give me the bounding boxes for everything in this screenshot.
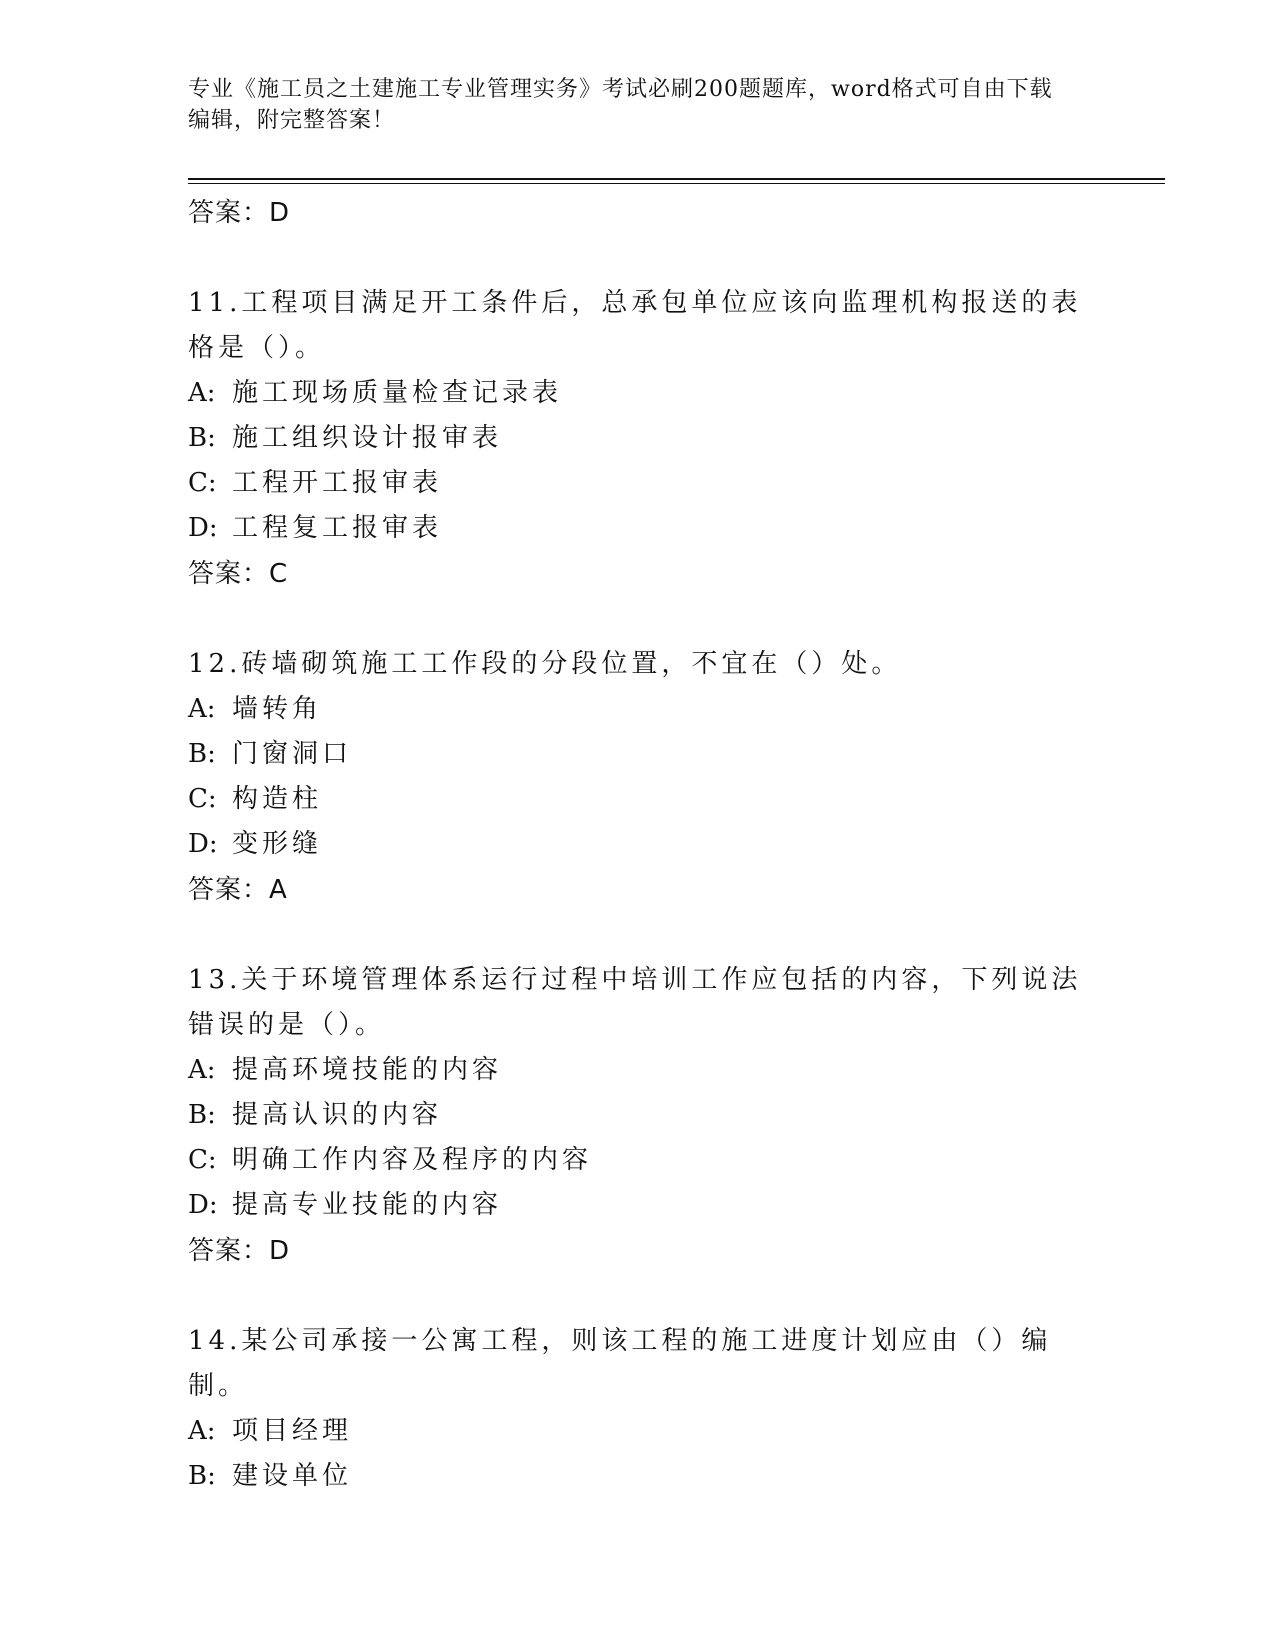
option-text: 工程复工报审表 [232, 513, 443, 543]
question-block [188, 642, 1088, 913]
document-body [188, 190, 1088, 1499]
question-body: 关于环境管理体系运行过程中培训工作应包括的内容，下列说法错误的是（）。 [188, 965, 1082, 1040]
option-key: B: [188, 1461, 216, 1491]
option-text: 项目经理 [232, 1416, 353, 1446]
option-row [188, 1048, 1088, 1093]
option-key: D: [188, 1190, 218, 1220]
option-text: 门窗洞口 [232, 739, 353, 769]
option-key: B: [188, 423, 216, 453]
option-row [188, 687, 1088, 732]
option-text: 施工现场质量检查记录表 [232, 378, 563, 408]
option-text: 工程开工报审表 [232, 468, 443, 498]
option-key: D: [188, 513, 218, 543]
option-text: 施工组织设计报审表 [232, 423, 503, 453]
option-row [188, 1409, 1088, 1454]
question-block [188, 1319, 1088, 1499]
question-number: 11. [188, 288, 242, 318]
option-text: 构造柱 [232, 784, 323, 814]
option-text: 建设单位 [232, 1461, 353, 1491]
question-body: 工程项目满足开工条件后，总承包单位应该向监理机构报送的表格是（）。 [188, 288, 1082, 363]
question-block [188, 958, 1088, 1274]
document-header: 专业《施工员之土建施工专业管理实务》考试必刷200题题库，word格式可自由下载编辑，附完整答案！ [188, 77, 1053, 133]
answer-line [188, 1228, 1088, 1274]
option-key: A: [188, 694, 216, 724]
option-key: C: [188, 1145, 217, 1175]
answer-line [188, 867, 1088, 913]
option-text: 提高认识的内容 [232, 1100, 443, 1130]
answer-value: D [269, 1236, 291, 1266]
answer-value: C [269, 559, 289, 589]
option-text: 提高专业技能的内容 [232, 1190, 503, 1220]
answer-value: A [269, 875, 288, 905]
option-key: B: [188, 739, 216, 769]
option-text: 提高环境技能的内容 [232, 1055, 503, 1085]
option-key: A: [188, 1055, 216, 1085]
option-text: 墙转角 [232, 694, 323, 724]
option-key: A: [188, 1416, 216, 1446]
option-row [188, 416, 1088, 461]
question-text [188, 1319, 1088, 1409]
option-row [188, 1138, 1088, 1183]
question-number: 12. [188, 649, 242, 679]
option-row [188, 1454, 1088, 1499]
option-row [188, 506, 1088, 551]
question-body: 某公司承接一公寓工程，则该工程的施工进度计划应由（）编制。 [188, 1326, 1052, 1401]
option-row [188, 732, 1088, 777]
answer-prefix: 答案： [188, 1236, 270, 1266]
option-row [188, 461, 1088, 506]
option-key: B: [188, 1100, 216, 1130]
option-row [188, 822, 1088, 867]
option-row [188, 777, 1088, 822]
header-rule-thick [188, 178, 1165, 180]
option-row [188, 1093, 1088, 1138]
option-row [188, 371, 1088, 416]
question-text [188, 281, 1088, 371]
option-row [188, 1183, 1088, 1228]
option-key: D: [188, 829, 218, 859]
question-number: 13. [188, 965, 242, 995]
answer-prefix: 答案： [188, 198, 270, 228]
question-list [188, 281, 1088, 1499]
option-key: C: [188, 468, 217, 498]
answer-line [188, 551, 1088, 597]
answer-line [188, 190, 1088, 236]
answer-prefix: 答案： [188, 559, 270, 589]
option-key: A: [188, 378, 216, 408]
question-block [188, 281, 1088, 597]
answer-value: D [269, 198, 291, 228]
header-rule-thin [188, 183, 1165, 184]
question-text [188, 958, 1088, 1048]
answer-prefix: 答案： [188, 875, 270, 905]
option-text: 明确工作内容及程序的内容 [232, 1145, 593, 1175]
question-text [188, 642, 1088, 687]
option-text: 变形缝 [232, 829, 323, 859]
question-body: 砖墙砌筑施工工作段的分段位置，不宜在（）处。 [241, 649, 902, 679]
question-number: 14. [188, 1326, 242, 1356]
option-key: C: [188, 784, 217, 814]
